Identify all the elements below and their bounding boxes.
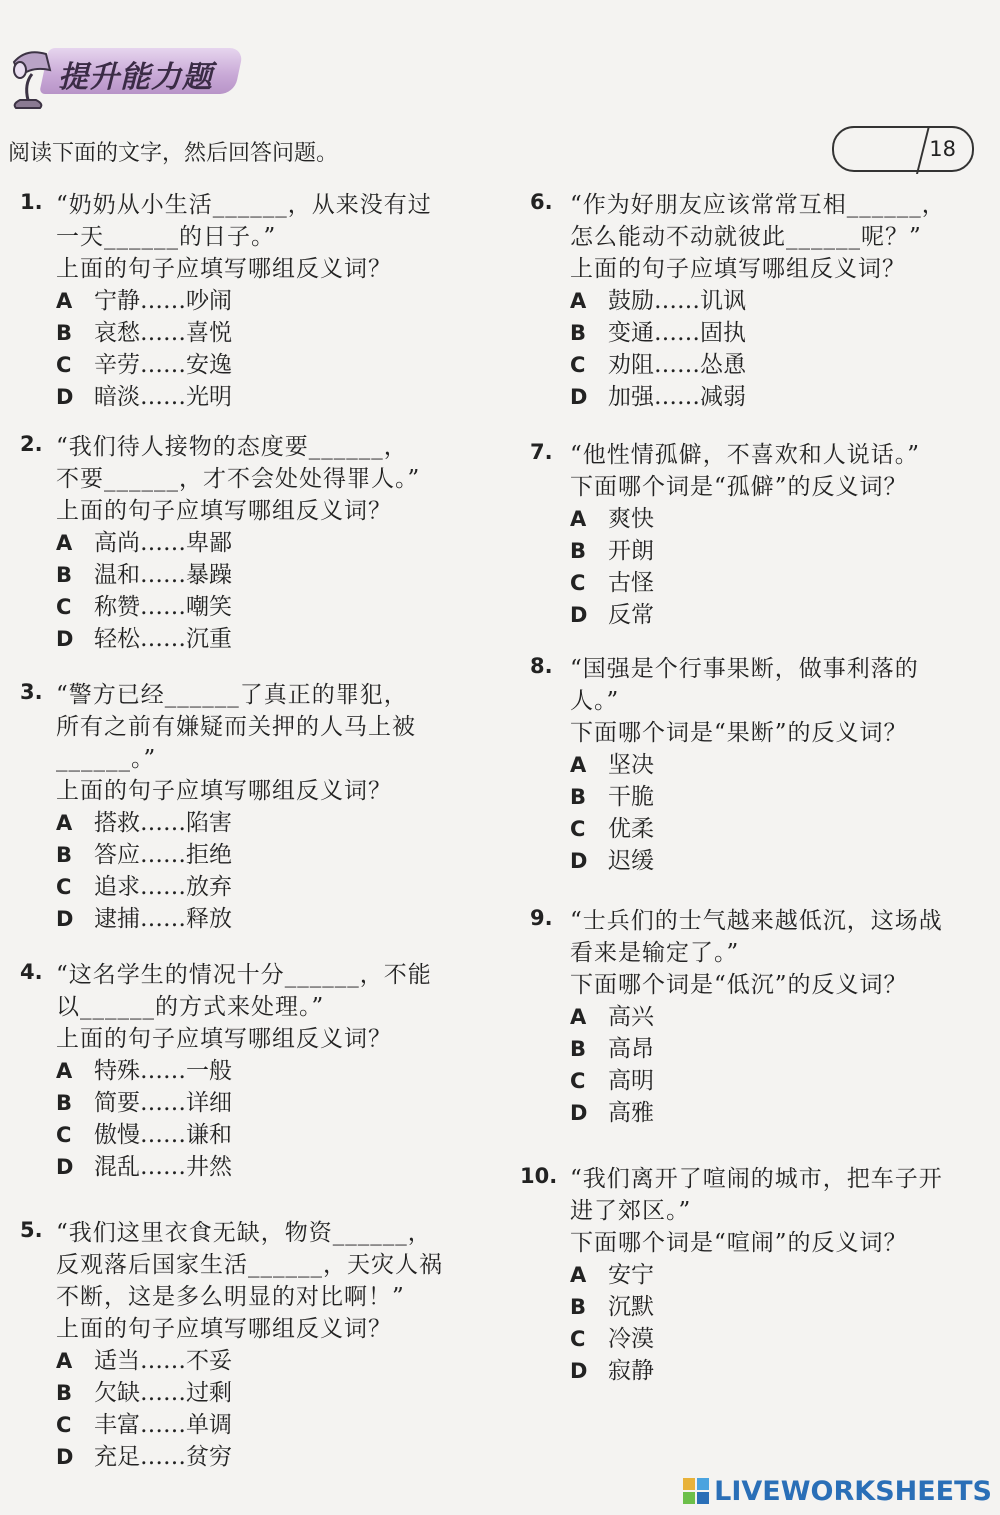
option-text: 暗淡……光明 — [94, 384, 232, 410]
question-number: 4. — [20, 960, 43, 984]
option-c[interactable] — [56, 868, 232, 901]
option-text: 变通……固执 — [608, 320, 746, 346]
option-a[interactable] — [570, 282, 746, 315]
option-c[interactable] — [570, 564, 654, 597]
watermark-text: LIVEWORKSHEETS — [714, 1475, 992, 1507]
option-text: 高雅 — [608, 1100, 654, 1126]
option-b[interactable] — [570, 778, 654, 811]
option-b[interactable] — [56, 1084, 232, 1117]
option-text: 温和……暴躁 — [94, 562, 232, 588]
option-letter: C — [570, 571, 586, 595]
option-letter: A — [570, 507, 587, 531]
question-number: 8. — [530, 654, 553, 678]
option-d[interactable] — [56, 1438, 232, 1471]
liveworksheets-watermark — [682, 1475, 992, 1507]
option-letter: B — [570, 321, 587, 345]
option-b[interactable] — [570, 1030, 654, 1063]
option-letter: A — [570, 289, 587, 313]
option-letter: D — [570, 1359, 588, 1383]
option-text: 优柔 — [608, 816, 654, 842]
option-letter: B — [570, 1037, 587, 1061]
instruction-text: 阅读下面的文字，然后回答问题。 — [8, 141, 339, 166]
question-line: 以______的方式来处理。” — [56, 994, 325, 1020]
option-text: 傲慢……谦和 — [94, 1122, 232, 1148]
option-a[interactable] — [570, 1256, 654, 1289]
option-letter: D — [56, 907, 74, 931]
option-text: 简要……详细 — [94, 1090, 232, 1116]
option-letter: B — [570, 785, 587, 809]
score-total: 18 — [929, 137, 956, 161]
question-line: “我们待人接物的态度要______， — [56, 434, 408, 460]
option-a[interactable] — [570, 746, 654, 779]
question-line: 一天______的日子。” — [56, 224, 277, 250]
option-c[interactable] — [570, 1062, 654, 1095]
option-d[interactable] — [570, 378, 746, 411]
option-letter: D — [56, 1445, 74, 1469]
option-letter: C — [56, 1123, 72, 1147]
option-d[interactable] — [56, 378, 232, 411]
question-line: “我们离开了喧闹的城市，把车子开 — [570, 1166, 943, 1192]
question-prompt: 上面的句子应填写哪组反义词？ — [570, 256, 906, 282]
option-text: 适当……不妥 — [94, 1348, 232, 1374]
option-letter: C — [56, 875, 72, 899]
question-prompt: 下面哪个词是“果断”的反义词？ — [570, 720, 908, 746]
lamp-icon — [6, 40, 56, 112]
option-text: 沉默 — [608, 1294, 654, 1320]
option-letter: D — [570, 1101, 588, 1125]
question-line: 不要______，才不会处处得罪人。” — [56, 466, 421, 492]
question-line: “奶奶从小生活______，从来没有过 — [56, 192, 432, 218]
option-text: 搭救……陷害 — [94, 810, 232, 836]
question-prompt: 上面的句子应填写哪组反义词？ — [56, 1026, 392, 1052]
option-letter: B — [570, 1295, 587, 1319]
option-letter: A — [56, 1349, 73, 1373]
option-b[interactable] — [570, 314, 746, 347]
option-text: 坚决 — [608, 752, 654, 778]
score-divider — [916, 126, 930, 174]
question-line: “他性情孤僻，不喜欢和人说话。” — [570, 442, 921, 468]
option-text: 开朗 — [608, 538, 654, 564]
question-line: 进了郊区。” — [570, 1198, 692, 1224]
option-text: 古怪 — [608, 570, 654, 596]
option-text: 寂静 — [608, 1358, 654, 1384]
option-text: 高尚……卑鄙 — [94, 530, 232, 556]
option-text: 安宁 — [608, 1262, 654, 1288]
question-line: “国强是个行事果断，做事利落的 — [570, 656, 919, 682]
option-b[interactable] — [56, 1374, 232, 1407]
option-letter: A — [56, 1059, 73, 1083]
option-text: 欠缺……过剩 — [94, 1380, 232, 1406]
option-d[interactable] — [570, 596, 654, 629]
option-letter: B — [56, 321, 73, 345]
question-prompt: 上面的句子应填写哪组反义词？ — [56, 1316, 392, 1342]
question-prompt: 下面哪个词是“低沉”的反义词？ — [570, 972, 908, 998]
question-prompt: 下面哪个词是“孤僻”的反义词？ — [570, 474, 908, 500]
option-c[interactable] — [570, 346, 746, 379]
question-number: 9. — [530, 906, 553, 930]
option-d[interactable] — [570, 1352, 654, 1385]
option-text: 丰富……单调 — [94, 1412, 232, 1438]
option-text: 加强……减弱 — [608, 384, 746, 410]
option-d[interactable] — [56, 1148, 232, 1181]
option-letter: D — [56, 1155, 74, 1179]
option-c[interactable] — [56, 588, 232, 621]
option-letter: D — [570, 603, 588, 627]
question-line: 看来是输定了。” — [570, 940, 740, 966]
question-number: 6. — [530, 190, 553, 214]
option-letter: A — [56, 811, 73, 835]
option-letter: B — [56, 1381, 73, 1405]
option-text: 爽快 — [608, 506, 654, 532]
option-b[interactable] — [56, 836, 232, 869]
question-line: 怎么能动不动就彼此______呢？” — [570, 224, 922, 250]
question-line: 不断，这是多么明显的对比啊！” — [56, 1284, 405, 1310]
question-line: 所有之前有嫌疑而关押的人马上被 — [56, 714, 416, 740]
option-text: 高明 — [608, 1068, 654, 1094]
option-a[interactable] — [56, 1052, 232, 1085]
option-text: 追求……放弃 — [94, 874, 232, 900]
option-text: 冷漠 — [608, 1326, 654, 1352]
question-line: “作为好朋友应该常常互相______， — [570, 192, 946, 218]
option-letter: D — [570, 849, 588, 873]
option-c[interactable] — [56, 1116, 232, 1149]
option-letter: C — [570, 1069, 586, 1093]
option-text: 轻松……沉重 — [94, 626, 232, 652]
option-letter: A — [570, 1263, 587, 1287]
option-letter: B — [56, 1091, 73, 1115]
option-letter: D — [570, 385, 588, 409]
option-letter: C — [56, 353, 72, 377]
question-number: 7. — [530, 440, 553, 464]
option-text: 劝阻……怂恿 — [608, 352, 746, 378]
option-text: 混乱……井然 — [94, 1154, 232, 1180]
option-c[interactable] — [56, 346, 232, 379]
question-prompt: 上面的句子应填写哪组反义词？ — [56, 498, 392, 524]
option-letter: B — [56, 843, 73, 867]
option-text: 哀愁……喜悦 — [94, 320, 232, 346]
option-text: 高昂 — [608, 1036, 654, 1062]
option-b[interactable] — [56, 314, 232, 347]
question-line: “警方已经______了真正的罪犯， — [56, 682, 408, 708]
option-text: 答应……拒绝 — [94, 842, 232, 868]
option-letter: C — [570, 1327, 586, 1351]
option-c[interactable] — [570, 810, 654, 843]
question-line: “我们这里衣食无缺，物资______， — [56, 1220, 432, 1246]
option-text: 迟缓 — [608, 848, 654, 874]
option-a[interactable] — [570, 500, 654, 533]
option-c[interactable] — [570, 1320, 654, 1353]
option-text: 反常 — [608, 602, 654, 628]
option-a[interactable] — [56, 804, 232, 837]
section-banner — [6, 40, 246, 120]
option-letter: D — [56, 385, 74, 409]
option-text: 逮捕……释放 — [94, 906, 232, 932]
option-d[interactable] — [56, 620, 232, 653]
option-d[interactable] — [570, 1094, 654, 1127]
question-line: “士兵们的士气越来越低沉，这场战 — [570, 908, 943, 934]
question-prompt: 上面的句子应填写哪组反义词？ — [56, 256, 392, 282]
option-text: 鼓励……讥讽 — [608, 288, 746, 314]
option-letter: D — [56, 627, 74, 651]
option-c[interactable] — [56, 1406, 232, 1439]
option-text: 特殊……一般 — [94, 1058, 232, 1084]
option-b[interactable] — [56, 556, 232, 589]
option-text: 辛劳……安逸 — [94, 352, 232, 378]
option-letter: A — [570, 753, 587, 777]
option-text: 充足……贫穷 — [94, 1444, 232, 1470]
option-letter: A — [56, 531, 73, 555]
option-a[interactable] — [56, 524, 232, 557]
question-number: 5. — [20, 1218, 43, 1242]
question-number: 10. — [520, 1164, 558, 1188]
option-text: 干脆 — [608, 784, 654, 810]
question-line: “这名学生的情况十分______，不能 — [56, 962, 432, 988]
question-line: ______。” — [56, 746, 157, 772]
option-letter: B — [56, 563, 73, 587]
score-box — [832, 126, 974, 172]
option-b[interactable] — [570, 1288, 654, 1321]
option-letter: C — [570, 817, 586, 841]
option-letter: C — [56, 1413, 72, 1437]
option-letter: A — [570, 1005, 587, 1029]
option-b[interactable] — [570, 532, 654, 565]
option-a[interactable] — [56, 1342, 232, 1375]
question-number: 2. — [20, 432, 43, 456]
option-text: 称赞……嘲笑 — [94, 594, 232, 620]
option-d[interactable] — [56, 900, 232, 933]
option-d[interactable] — [570, 842, 654, 875]
question-prompt: 下面哪个词是“喧闹”的反义词？ — [570, 1230, 908, 1256]
option-a[interactable] — [570, 998, 654, 1031]
liveworksheets-logo-icon — [682, 1477, 710, 1505]
option-a[interactable] — [56, 282, 232, 315]
option-text: 高兴 — [608, 1004, 654, 1030]
option-letter: A — [56, 289, 73, 313]
option-letter: B — [570, 539, 587, 563]
question-line: 反观落后国家生活______，天灾人祸 — [56, 1252, 443, 1278]
question-number: 1. — [20, 190, 43, 214]
banner-title: 提升能力题 — [58, 60, 213, 95]
question-number: 3. — [20, 680, 43, 704]
option-letter: C — [570, 353, 586, 377]
option-text: 宁静……吵闹 — [94, 288, 232, 314]
question-prompt: 上面的句子应填写哪组反义词？ — [56, 778, 392, 804]
question-line: 人。” — [570, 688, 620, 714]
option-letter: C — [56, 595, 72, 619]
